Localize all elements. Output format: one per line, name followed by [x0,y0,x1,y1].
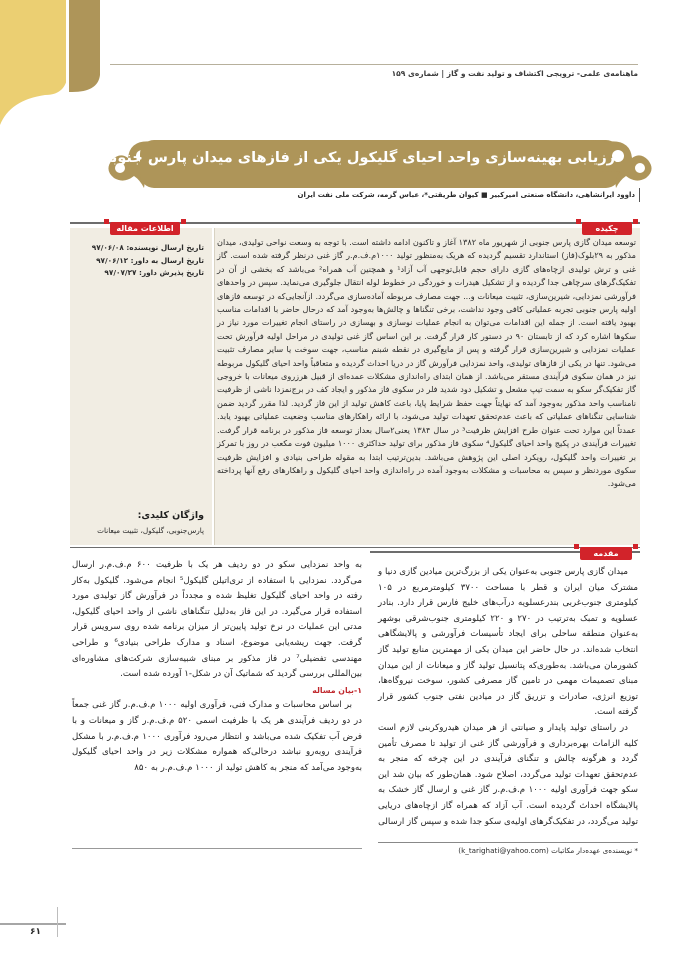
authors: داوود ایرانشاهی، دانشگاه صنعتی امیرکبیر ■ کیوان طریقتی*، عباس گزمه، شرکت ملی نفت ایران [297,191,635,199]
article-dates [92,242,204,280]
title-banner [97,130,660,190]
keywords-label: واژگان کلیدی: [137,510,204,521]
running-header-text [392,69,638,78]
header-separator: | [438,69,445,78]
abstract-label: چکیده [582,222,632,235]
section-divider [70,547,640,548]
author-rule [639,188,640,202]
introduction-label: مقدمه [580,547,632,560]
intro-paragraph: میدان گازی پارس جنوبی به‌عنوان یکی از بزرگ‌ترین میادین گازی دنیا و مشترک میان ایران و قطر با مساحت ۳۷۰۰ کیلومترمربع در ۱۰۵ کیلومتری جنوب‌غربی بندرعسلویه درآب‌های خلیج فارس قرار دارد. بنادر عسلویه و تمبک به‌ترتیب در ۲۷۰ و ۲۲۰ کیلومتری جنوب‌شرقی بوشهر به‌عنوان منطقه ساحلی برای ایجاد تأسیسات فرآورشی و پالایشگاهی انتخاب شده‌اند. در حال حاضر این میدان یکی از مهمترین منابع تولید گاز کشورمان می‌باشد. به‌طوری‌که پتانسیل تولید گاز و میعانات از این میدان مبنای تصمیمات مهمی در تامین گاز مصرفی کشور، سوخت نیروگاه‌ها، توزیع انرژی، صادرات و تزریق گاز در میادین نفتی جنوب کشور قرار گرفته است. [378,567,639,718]
journal-name: ماهنامه‌ی علمی- ترویجی اکتشاف و تولید نفت و گاز [446,69,638,78]
body-left-column [72,558,362,776]
issue-number: شماره‌ی ۱۵۹ [391,69,439,78]
date-submitted: تاریخ ارسال نویسنده: ۹۷/۰۶/۰۸ [91,243,204,252]
date-sent-to-reviewer: تاریخ ارسال به داور: ۹۷/۰۶/۱۲ [96,255,204,265]
section-heading-problem-statement: ۱-بیان مساله [312,685,362,695]
introduction-column [378,565,638,830]
article-info-label: اطلاعات مقاله [110,222,180,235]
corner-decoration [0,0,100,125]
keywords: پارس‌جنوبی، گلیکول، تثبیت میعانات [97,526,204,535]
footnote-rule [378,842,638,843]
abstract-box [214,228,640,545]
page-vertical-rule [57,907,58,937]
body-paragraph: به واحد نمزدایی سکو در دو ردیف هر یک با ظرفیت ۶۰۰ م.ف.م.ر ارسال می‌گردد. نمزدایی با استفاده از تری‌اتیلن گلیکول⁵ انجام می‌شود. گلیکول به‌کار رفته در واحد احیای گلیکول تغلیظ شده و مجدداً در فرآورش گاز تولیدی مورد استفاده قرار می‌گیرد. در این فاز به‌دلیل تنگناهای ناشی از واحد احیای گلیکول، مدتی این عملیات در نرخ تولید پایین‌تر از میزان برنامه شده روی سرویس قرار گرفت. جهت ریشه‌یابی موضوع، اسناد و مدارک طراحی بنیادی⁶ و طراحی مهندسی تفضیلی⁷ در فاز مذکور بر مبنای شبیه‌سازی شرکت‌های مشاوره‌ای بین‌المللی بررسی گردید که شماتیک آن در شکل-۱ آورده شده است. [72,560,362,680]
running-header [110,64,638,78]
abstract-text: توسعه میدان گازی پارس جنوبی از شهریور ماه ۱۳۸۲ آغاز و تاکنون ادامه داشته است. با توجه به وسعت نواحی تولیدی، میدان مذکور به ۲۹بلوک(فاز) استاندارد تقسیم گردیده که هریک به‌منظور تولید ۱۰۰۰م.ف.م.ر گاز غنی درنظر گرفته شده است. گاز غنی و ترش تولیدی ازچاه‌های گازی دارای حجم قابل‌توجهی آب آزاد¹ و همچنین آب همراه² می‌باشد که بخشی از آن در تفکیک‌گرهای سرچاهی جدا گردیده و از تشکیل هیدرات و خوردگی در خطوط لوله انتقال جلوگیری می‌نماید. سپس در واحدهای فرآورشی نمزدایی، شیرین‌سازی، تثبیت میعانات و... جهت مصارف مربوطه آماده‌سازی می‌گردد. ازآنجایی‌که در توسعه فازهای اولیه پارس جنوبی تجربه عملیاتی کافی وجود نداشت، برخی تنگناها و چالش‌ها به‌وجود آمد که درحال حاضر با اقدامات مناسب بهبود یافته است. از جمله این اقدامات می‌توان به انجام عملیات نوسازی و بهسازی در راستای انجام تغییرات مورد نیاز در سکوها اشاره کرد که از تابستان ۹۰ در دستور کار قرار گرفت. بر این اساس گاز غنی تولیدی در مراحل اولیه فرآورش تحت عملیات نمزدایی و شیرین‌سازی قرار گرفته و پس از مایع‌گیری در نقطه شبنم مناسب، جهت سوخت یا سایر مصارف تثبیت می‌شود. تنها در یکی از فازهای تولیدی، واحد نمزدایی فرآورش گاز در دریا احداث گردیده و متعاقباً واحد احیای گلیکول مربوطه نیز در همان سکوی فرآیندی مستقر می‌باشد. از همان ابتدای راه‌اندازی مشکلات عمده‌ای از قبیل هرزروی میعانات با خروجی گاز تفکیک‌گر سکو به سمت تیپ مشعل و تشکیل دود شدید فلر در سکوی فاز مذکور و ایجاد کف در برج‌نمزدا ناشی از ظرفیت نامناسب واحد مذکور به‌وجود آمد که نهایتاً جهت حفظ شرایط پایا، باعث کاهش تولید از این فاز گردید. لذا مقرر گردید ضمن شناسایی تنگناهای عملیاتی که باعث عدم‌تحقق تعهدات تولید می‌شود، با ارائه راهکارهای مناسب وضعیت عملیاتی بهبود یابد. عمدتاً این موارد تحت عنوان طرح افزایش ظرفیت³ در سال ۱۳۸۴ یعنی۲سال بعداز توسعه فاز مذکور در برنامه قرار گرفت. تغییرات فرآیندی در پکیج واحد احیای گلیکول⁴ سکوی فاز مذکور برای تولید حداکثری ۱۰۰۰ میلیون فوت مکعب در روز با تمرکز بر تغییرات واحد گلیکول، رویکرد اصلی این پژوهش می‌باشد. بدین‌ترتیب ابتدا به مقوله طراحی بنیادی و افزایش ظرفیت سکوی موردنظر و سپس به محاسبات و مشکلات به‌وجود آمده در راه‌اندازی واحد احیای گلیکول و راهکارهای رفع آنها پرداخته می‌شود. [217,237,637,489]
page-number: ۶۱ [30,927,41,937]
column-end-rule [72,848,362,849]
body-paragraph: بر اساس محاسبات و مدارک فنی، فرآوری اولیه ۱۰۰۰ م.ف.م.ر گاز غنی جمعاً در دو ردیف فرآیندی هر یک با ظرفیت اسمی ۵۲۰ م.ف.م.ر گاز و میعانات و با فرض آب تفکیک شده می‌باشد و انتظار می‌رود فرآوری ۱۰۰۰ م.ف.م.ر با مشکل فرآیندی روبه‌رو نباشد درحالی‌که همواره مشکلات زیر در واحد احیای گلیکول به‌وجود می‌آمد که منجر به کاهش تولید از ۱۰۰۰ م.ف.م.ر به ۸۵۰ [72,700,362,773]
article-title: ارزیابی بهینه‌سازی واحد احیای گلیکول یکی از فازهای میدان پارس جنوبی [97,150,620,166]
author-line [240,188,640,204]
date-accepted: تاریخ پذیرش داور: ۹۷/۰۷/۲۷ [104,268,204,277]
intro-paragraph: در راستای تولید پایدار و صیانتی از هر میدان هیدروکربنی لازم است کلیه الزامات بهره‌برداری و فرآورشی گاز غنی از تولید تا مصرف تأمین گردد و هرگونه چالش و تنگنای فرآیندی در این چرخه که منجر به عدم‌تحقق تعهدات تولید می‌گردد، اصلاح شود. همان‌طور که بیان شد این سکو جهت فرآوری اولیه ۱۰۰۰ م.ف.م.ر گاز غنی و ارسال گاز خشک به پالایشگاه احداث گردیده است. آب آزاد که همراه گاز ازچاه‌های دریایی تولید می‌گردد، در تفکیک‌گرهای اولیه‌ی سکو جدا شده و سپس گاز ارسالی [378,722,638,827]
corresponding-author-footnote: * نویسنده‌ی عهده‌دار مکاتبات (k_tarighati@yahoo.com) [458,846,638,855]
article-info-box [70,228,212,545]
